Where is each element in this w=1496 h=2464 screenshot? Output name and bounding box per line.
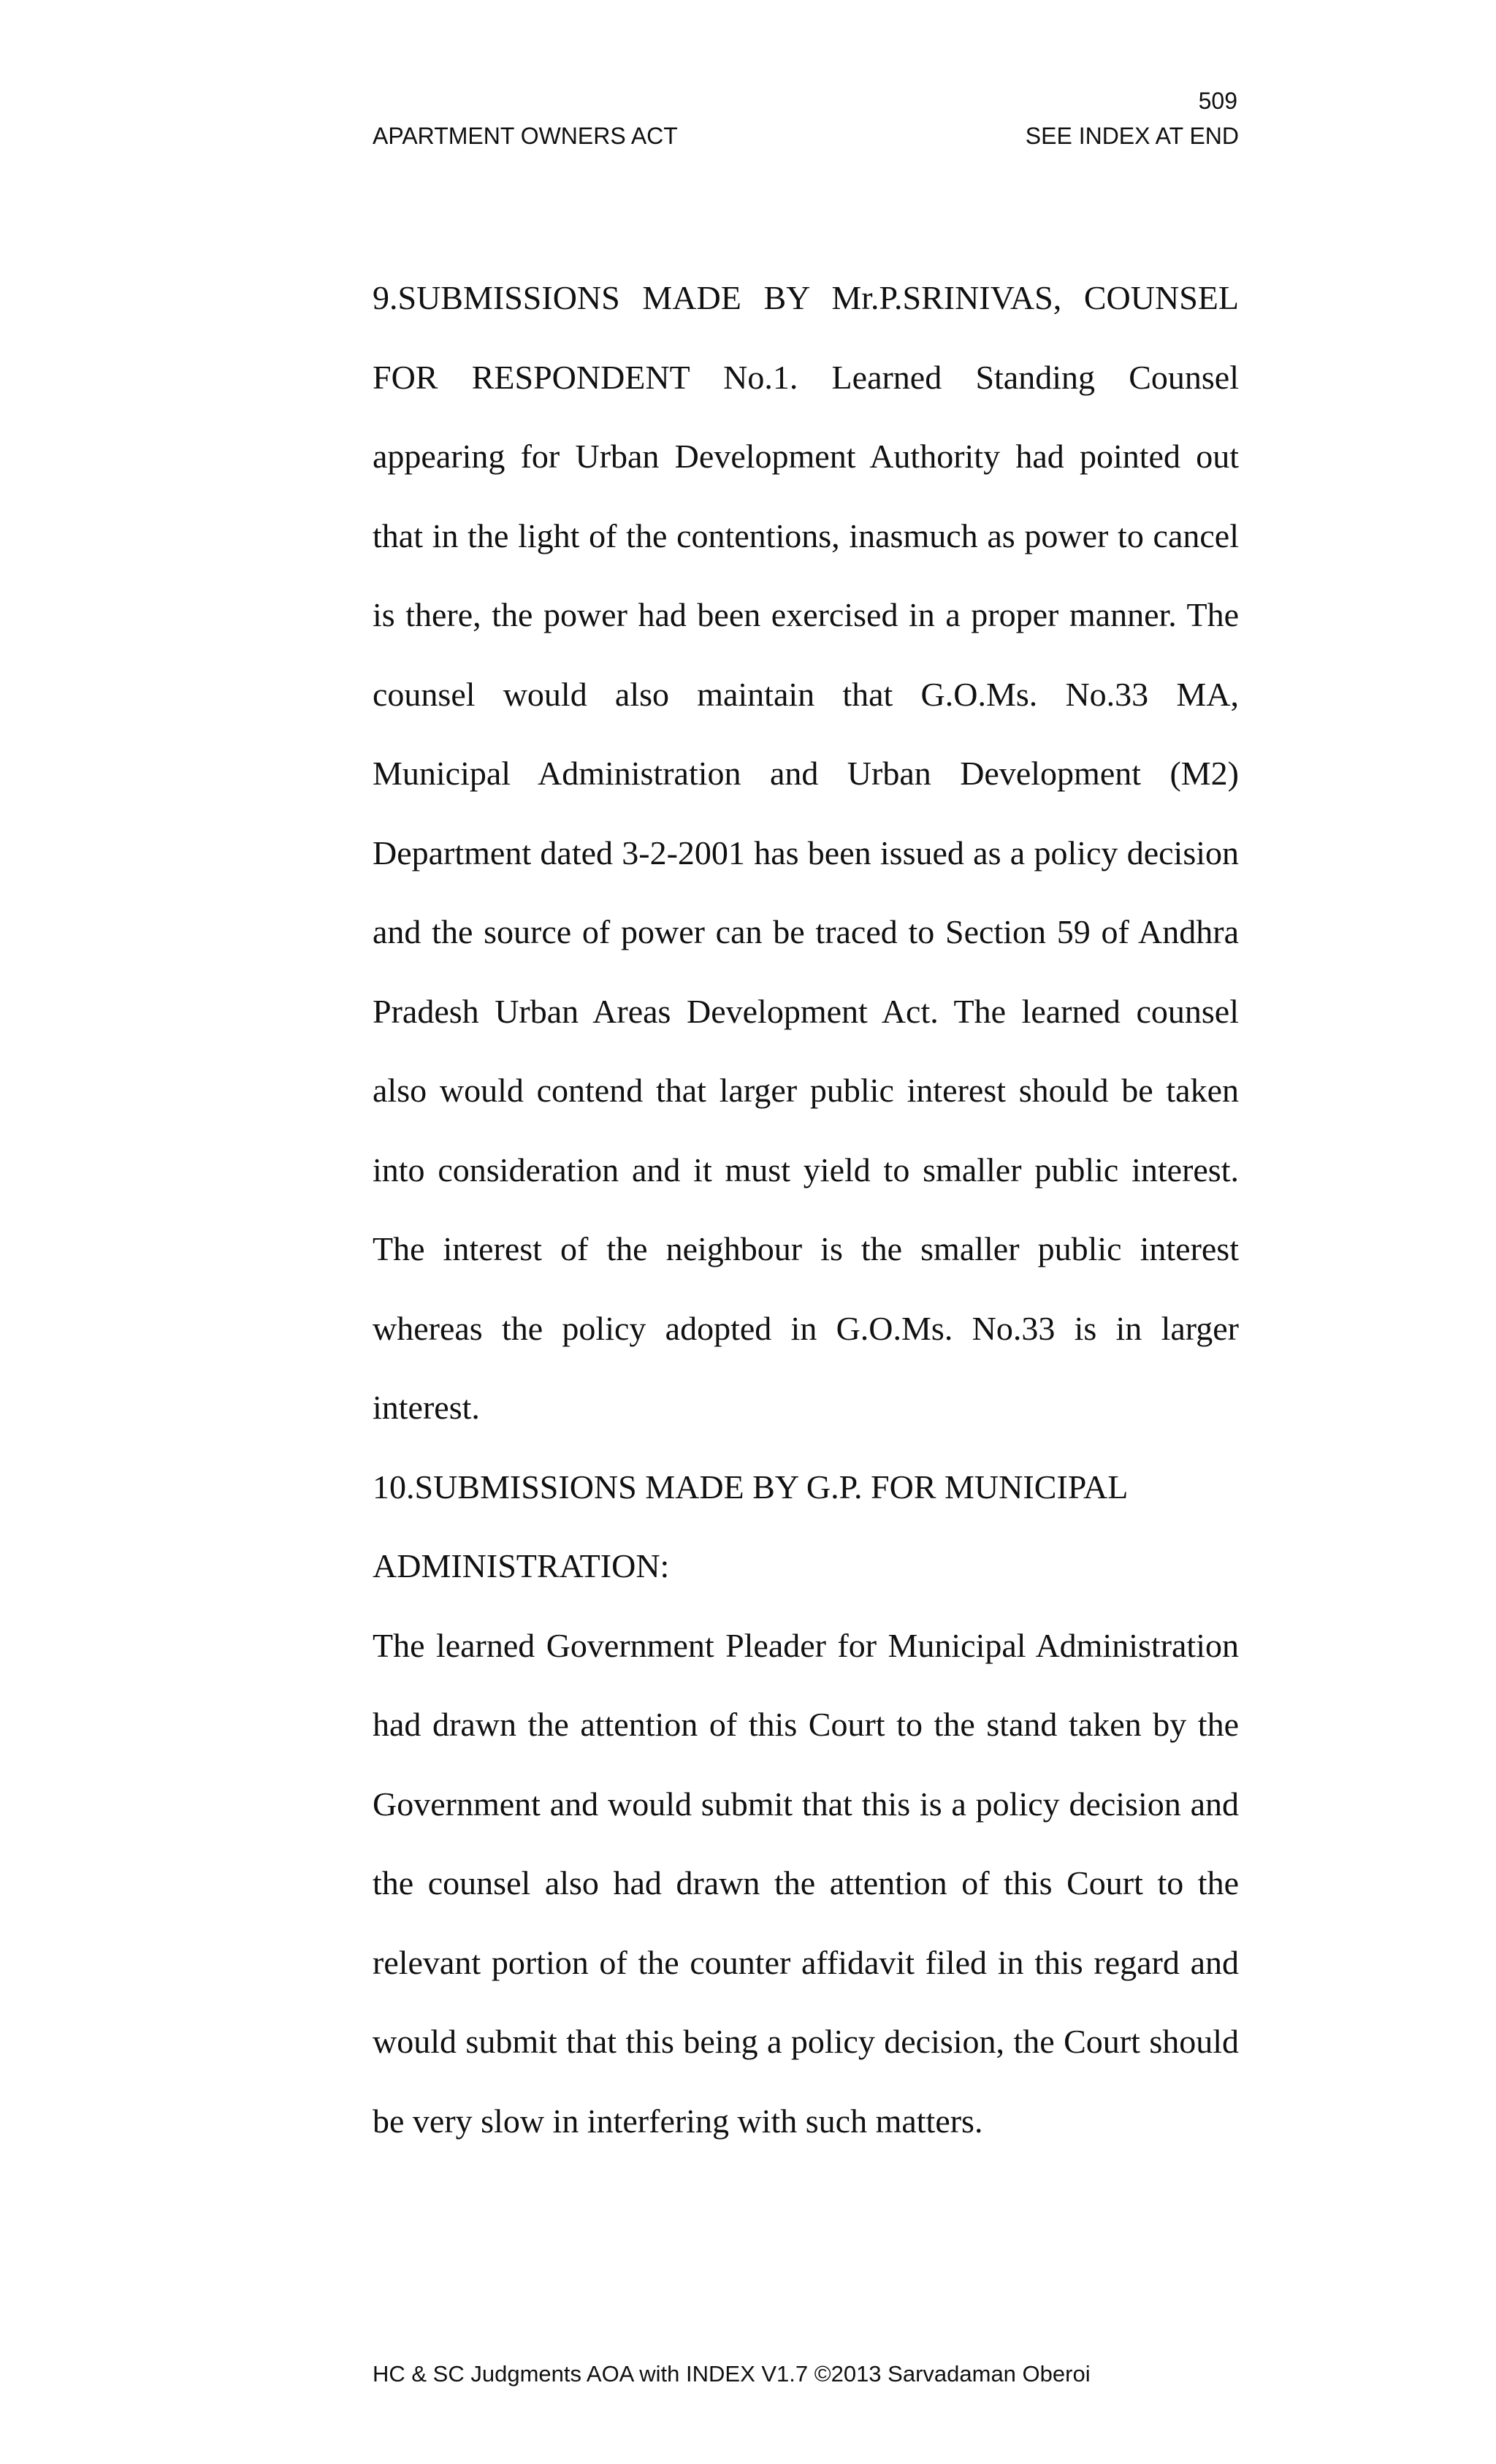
header-title: APARTMENT OWNERS ACT bbox=[373, 123, 678, 149]
section-heading-gp-submissions: 10.SUBMISSIONS MADE BY G.P. FOR MUNICIPAL ADMINISTRATION: bbox=[373, 1468, 1127, 1584]
running-header bbox=[373, 121, 1239, 150]
paragraph-respondent-submissions: 9.SUBMISSIONS MADE BY Mr.P.SRINIVAS, COUNSEL FOR RESPONDENT No.1. Learned Standing Counsel appearing for Urban Development Authority had pointed out that in the light of the contentions, inasmuch as power to cancel is there, the power had been exercised in a proper manner. The counsel would also maintain that G.O.Ms. No.33 MA, Municipal Administration and Urban Development (M2) Department dated 3-2-2001 has been issued as a policy decision and the source of power can be traced to Section 59 of Andhra Pradesh Urban Areas Development Act. The learned counsel also would contend that larger public interest should be taken into consideration and it must yield to smaller public interest. The interest of the neighbour is the smaller public interest whereas the policy adopted in G.O.Ms. No.33 is in larger interest. bbox=[373, 279, 1239, 1426]
document-body bbox=[373, 259, 1239, 2161]
page-number: 509 bbox=[1198, 88, 1237, 114]
header-index-note: SEE INDEX AT END bbox=[1025, 123, 1239, 149]
paragraph-gp-submissions: The learned Government Pleader for Municipal Administration had drawn the attention of this Court to the stand taken by the Government and would submit that this is a policy decision and the counsel also had drawn the attention of this Court to the relevant portion of the counter affidavit filed in this regard and would submit that this being a policy decision, the Court should be very slow in interfering with such matters. bbox=[373, 1626, 1239, 2140]
page-footer: HC & SC Judgments AOA with INDEX V1.7 ©2013 Sarvadaman Oberoi bbox=[373, 2361, 1091, 2387]
